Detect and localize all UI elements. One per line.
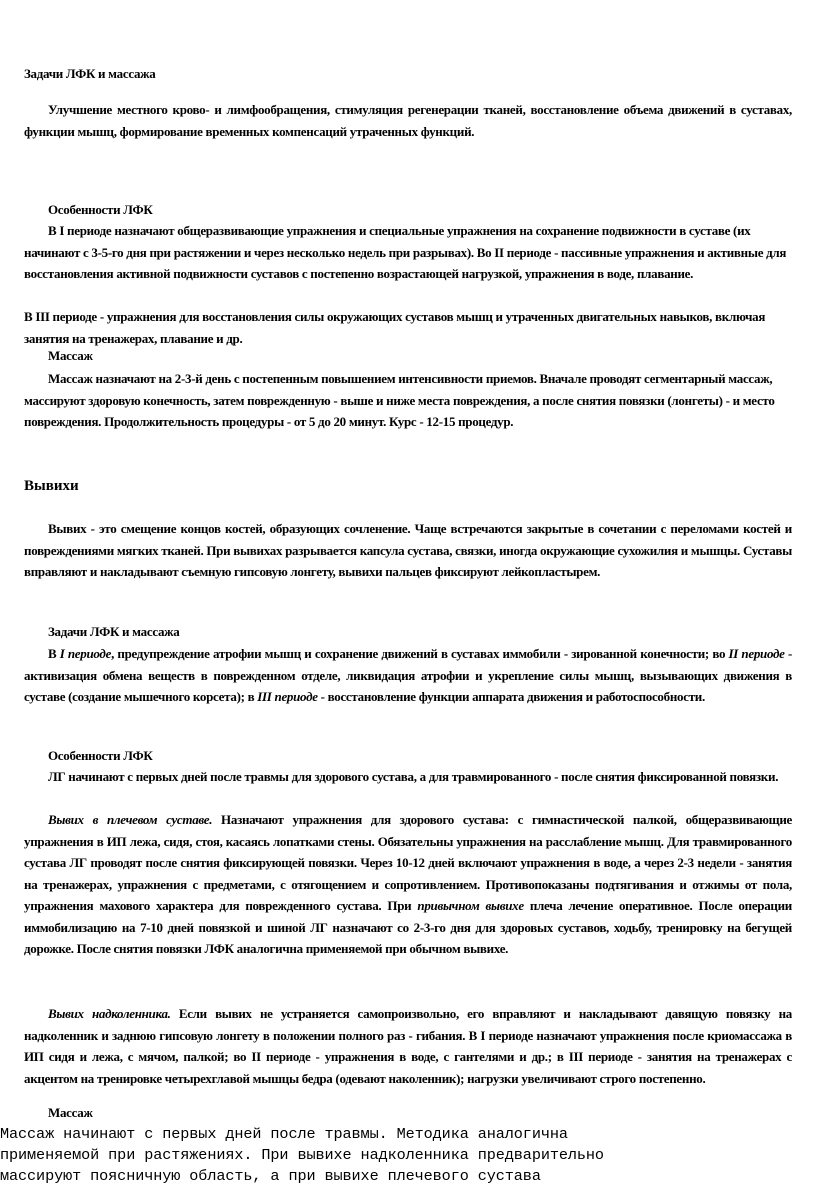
- section-title: Вывихи: [24, 478, 79, 494]
- massage-line-2: применяемой при растяжениях. При вывихе надколенника предварительно: [0, 1146, 604, 1164]
- shoulder-text: Назначают упражнения для здорового сустава: с гимнастической палкой, общеразвивающие упражнения в ИП лежа, сидя, стоя, касаясь лопатками стены. Обязательны упражнения на расслабление мышц. Для травмированного сустава ЛГ проводят после снятия фиксирующей повязки. Через 10-12 дней включают упражнения в воде, а через 2-3 недели - занятия на тренажерах, упражнения с предметами, с отягощением и сопротивлением. Противопоказаны подтягивания и отжимы от пола, упражнения махового характера для поврежденного сустава. При: [24, 812, 792, 913]
- habitual-dislocation: привычном вывихе: [417, 898, 524, 913]
- patella-text: Если вывих не устраняется самопроизвольно, его вправляют и накладывают давящую повязку на надколенник и заднюю гипсовую лонгету в положении полного раз - гибания. В I периоде назначают упражнения после криомассажа в ИП сидя и лежа, с мячом, палкой; во II периоде - упражнения в воде, с гантелями и др.; в III периоде - занятия на тренажерах с акцентом на тренировке четырехглавой мышцы бедра (одевают наколенник); нагрузки увеличивают строго постепенно.: [24, 1006, 792, 1086]
- dislocation-features-paragraph: ЛГ начинают с первых дней после травмы для здорового сустава, а для травмированного - после снятия фиксированной повязки.: [48, 769, 779, 784]
- tasks-text: - восстановление функции аппарата движения и работоспособности.: [317, 689, 705, 704]
- tasks-text: В: [48, 646, 60, 661]
- massage-heading: Массаж: [48, 348, 93, 363]
- features-paragraph-1: В I периоде назначают общеразвивающие упражнения и специальные упражнения на сохранение подвижности в суставе (их начинают с 3-5-го дня при растяжении и через несколько недель при разрывах). Во II периоде - пассивные упражнения и активные для восстановления активной подвижности суставов с постепенно возрастающей нагрузкой, упражнения в воде, плавание.: [24, 223, 787, 281]
- tasks-paragraph: Улучшение местного крово- и лимфообращения, стимуляция регенерации тканей, восстановление объема движений в суставах, функции мышц, формирование временных компенсаций утраченных функций.: [24, 102, 792, 139]
- period-two: II периоде: [728, 646, 785, 661]
- features-paragraph-2: В III периоде - упражнения для восстановления силы окружающих суставов мышц и утраченных двигательных навыков, включая занятия на тренажерах, плавание и др.: [24, 309, 766, 346]
- massage-paragraph: Массаж назначают на 2-3-й день с постепенным повышением интенсивности приемов. Вначале проводят сегментарный массаж, массируют здоровую конечность, затем поврежденную - выше и ниже места повреждения, а после снятия повязки (лонгеты) - и место повреждения. Продолжительность процедуры - от 5 до 20 минут. Курс - 12-15 процедур.: [24, 371, 775, 429]
- dislocation-tasks-heading: Задачи ЛФК и массажа: [48, 624, 180, 639]
- dislocation-massage-heading: Массаж: [48, 1105, 93, 1120]
- patella-heading: Вывих надколенника.: [48, 1006, 171, 1021]
- patella-dislocation-paragraph: [24, 1003, 792, 1089]
- shoulder-dislocation-paragraph: [24, 809, 792, 960]
- shoulder-text: плеча лечение оперативное. После операции иммобилизацию на 7-10 дней повязкой и шиной ЛГ назначают со 2-3-го дня для здоровых суставов, ходьбу, тренировку на бегущей дорожке. После снятия повязки ЛФК аналогична применяемой при обычном вывихе.: [24, 898, 792, 956]
- massage-line-3: массируют поясничную область, а при вывихе плечевого сустава: [0, 1167, 541, 1185]
- period-one: I периоде: [59, 646, 112, 661]
- dislocation-tasks-paragraph: [24, 643, 792, 708]
- shoulder-heading: Вывих в плечевом суставе.: [48, 812, 213, 827]
- tasks-heading: Задачи ЛФК и массажа: [24, 66, 156, 81]
- dislocation-features-heading: Особенности ЛФК: [48, 748, 153, 763]
- dislocation-intro: Вывих - это смещение концов костей, образующих сочленение. Чаще встречаются закрытые в сочетании с переломами костей и повреждениями мягких тканей. При вывихах разрывается капсула сустава, связки, иногда окружающие сухожилия и мышцы. Суставы вправляют и накладывают съемную гипсовую лонгету, вывихи пальцев фиксируют лейкопластырем.: [24, 521, 792, 579]
- features-heading: Особенности ЛФК: [48, 202, 153, 217]
- tasks-text: - активизация обмена веществ в поврежденном отделе, ликвидация атрофии и укрепление силы мышц, вызывающих движения в суставе (создание мышечного корсета); в: [24, 646, 793, 704]
- massage-line-1: Массаж начинают с первых дней после травмы. Методика аналогична: [0, 1125, 568, 1143]
- period-three: III периоде: [257, 689, 318, 704]
- tasks-text: , предупреждение атрофии мышц и сохранение движений в суставах иммобили - зированной конечности; во: [111, 646, 729, 661]
